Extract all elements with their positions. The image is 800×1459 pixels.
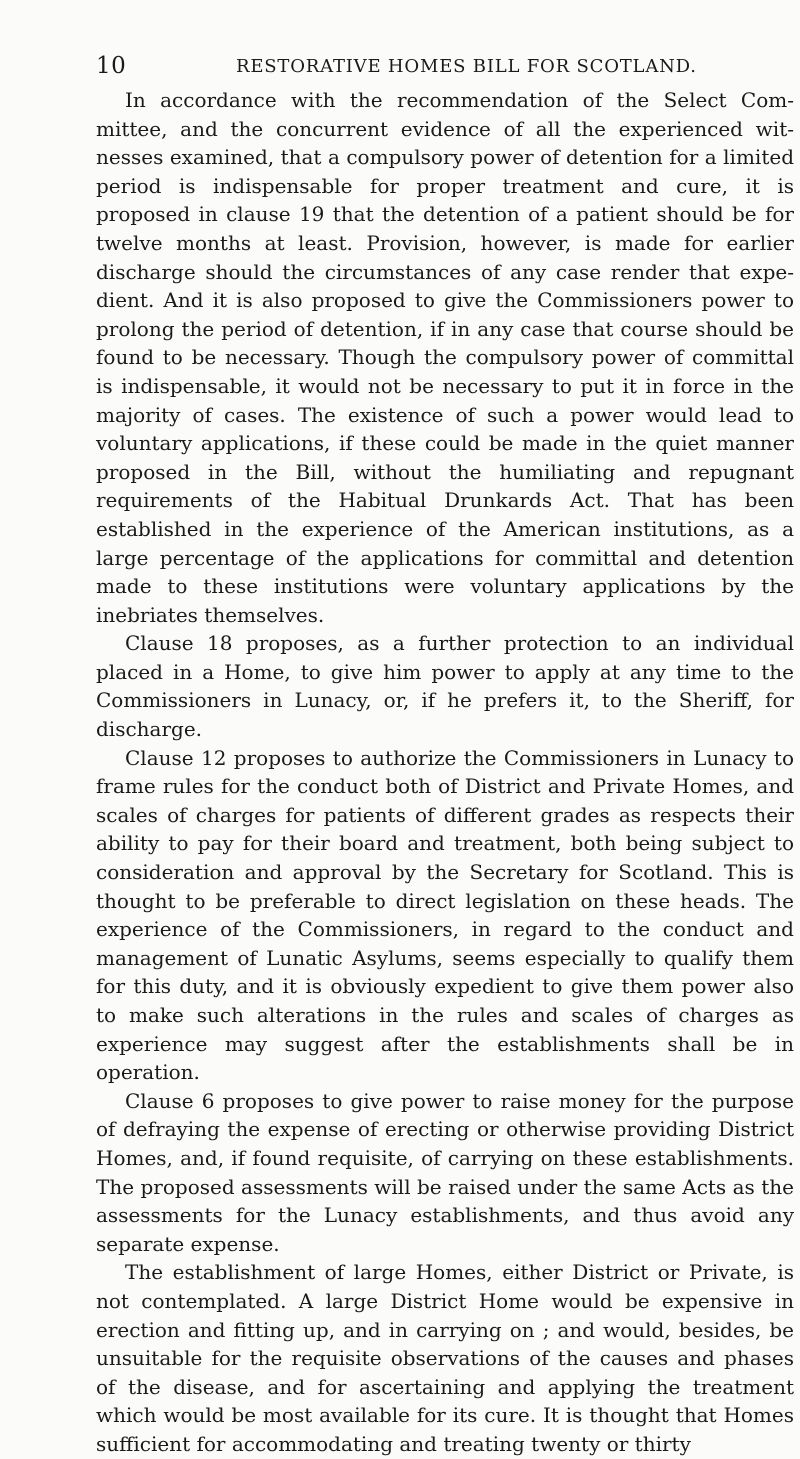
running-head — [96, 48, 706, 84]
paragraph-clause-6: Clause 6 proposes to give power to raise money for the purpose of defraying the expense of erecting or otherwise providing District Homes, and, if found requisite, of carrying on these establishments. The proposed assessments will be raised under the same Acts as the assessments for the Lunacy establishments, and thus avoid any separate expense. — [96, 1088, 794, 1256]
running-title: RESTORATIVE HOMES BILL FOR SCOTLAND. — [236, 56, 697, 77]
page-number: 10 — [96, 53, 127, 79]
body-text — [96, 86, 794, 1459]
paragraph-clause-12: Clause 12 proposes to authorize the Commissioners in Lunacy to frame rules for the conduct both of District and Private Homes, and scales of charges for patients of different grades as respects their ability to pay for their board and treatment, both being subject to consideration and approval by the Secretary for Scotland. This is thought to be preferable to direct legislation on these heads. The experience of the Commissioners, in regard to the conduct and management of Lunatic Asylums, seems especially to qualify them for this duty, and it is obviously expedient to give them power also to make such alterations in the rules and scales of charges as experience may suggest after the establishments shall be in operation. — [96, 745, 794, 1085]
paragraph-large-homes: The establishment of large Homes, either District or Private, is not contemplated. A large District Home would be expensive in erection and fitting up, and in carrying on ; and would, besides, be unsuitable for the requisite observations of the causes and phases of the disease, and for ascertaining and applying the treatment which would be most available for its cure. It is thought that Homes sufficient for accommodating and treating twenty or thirty — [96, 1260, 794, 1456]
paragraph-clause-18: Clause 18 proposes, as a further protection to an individual placed in a Home, to give him power to apply at any time to the Commissioners in Lunacy, or, if he prefers it, to the Sheriff, for discharge. — [96, 631, 794, 742]
paragraph-detention: In accordance with the recommendation of the Select Committee, and the concurrent evidence of all the experienced witnesses examined, that a compulsory power of detention for a limited period is indispensable for proper treatment and cure, it is proposed in clause 19 that the detention of a patient should be for twelve months at least. Provision, however, is made for earlier discharge should the circumstances of any case render that expedient. And it is also proposed to give the Commissioners power to prolong the period of detention, if in any case that course should be found to be necessary. Though the compulsory power of committal is indispensable, it would not be necessary to put it in force in the majority of cases. The existence of such a power would lead to voluntary applications, if these could be made in the quiet manner proposed in the Bill, without the humiliating and repugnant requirements of the Habitual Drunkards Act. That has been established in the experience of the American institutions, as a large percentage of the applications for committal and detention made to these institutions were voluntary applications by the inebriates themselves. — [96, 88, 794, 627]
